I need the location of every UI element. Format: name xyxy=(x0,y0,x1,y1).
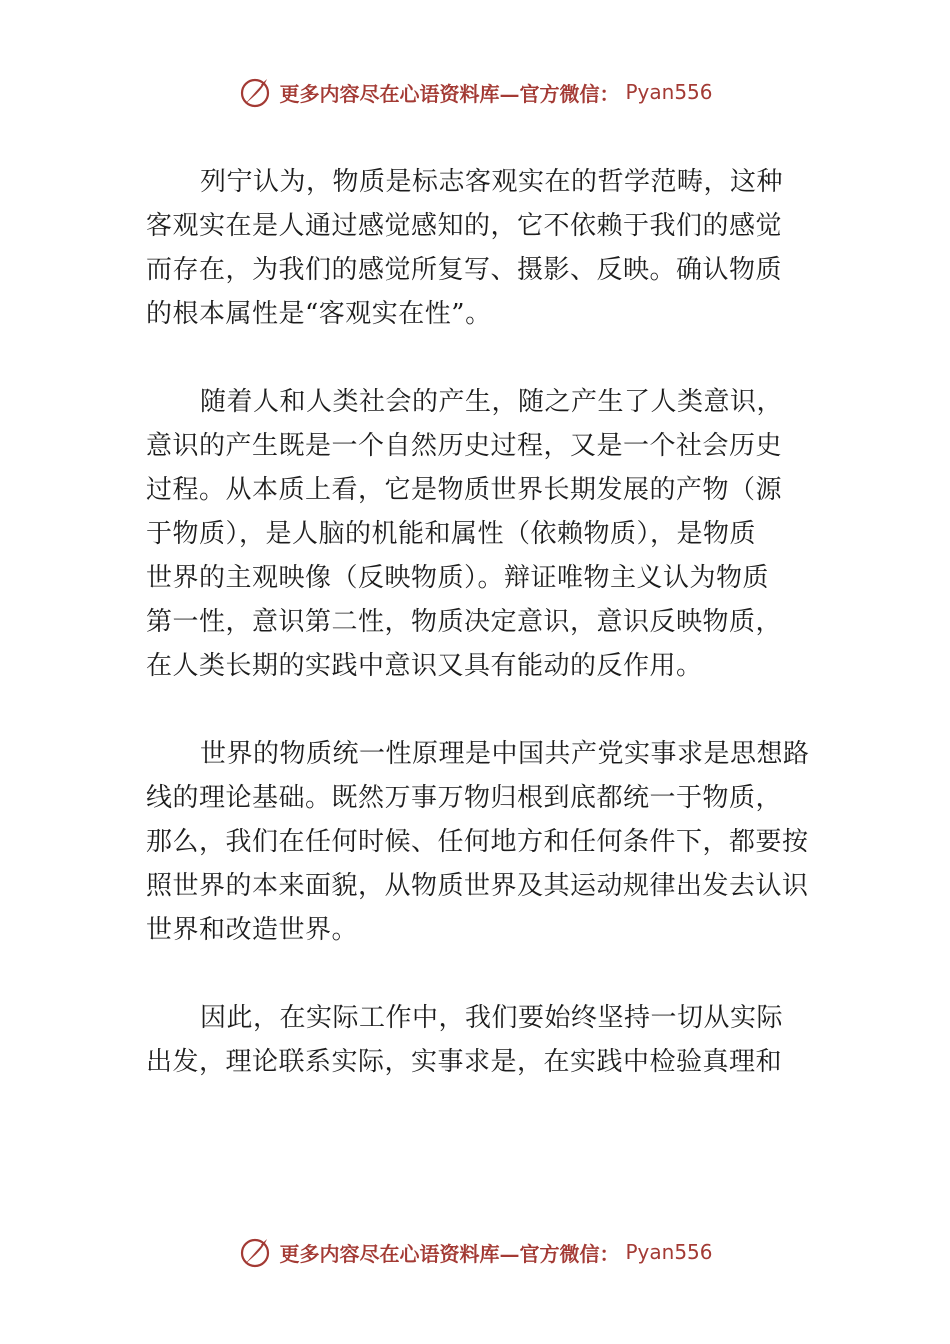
text-line: 于物质），是人脑的机能和属性（依赖物质），是物质 xyxy=(146,519,757,549)
text-line: 世界的物质统一性原理是中国共产党实事求是思想路 xyxy=(200,739,810,769)
text-line: 的根本属性是“客观实在性”。 xyxy=(146,299,492,329)
document-body xyxy=(146,160,836,1128)
feather-seal-icon xyxy=(237,1234,273,1270)
text-line: 过程。从本质上看，它是物质世界长期发展的产物（源 xyxy=(146,475,783,505)
text-line: 第一性，意识第二性，物质决定意识，意识反映物质， xyxy=(146,607,783,637)
paragraph-4 xyxy=(146,996,836,1084)
paragraph-1 xyxy=(146,160,836,336)
text-line: 随着人和人类社会的产生，随之产生了人类意识， xyxy=(200,387,784,417)
text-line: 客观实在是人通过感觉感知的，它不依赖于我们的感觉 xyxy=(146,211,783,241)
feather-seal-icon xyxy=(237,74,273,110)
text-line: 世界的主观映像（反映物质）。辩证唯物主义认为物质 xyxy=(146,563,770,593)
paragraph-2 xyxy=(146,380,836,688)
banner-text: 更多内容尽在心语资料库—官方微信： xyxy=(279,1241,620,1266)
footer-banner xyxy=(0,1232,950,1272)
text-line: 照世界的本来面貌，从物质世界及其运动规律出发去认识 xyxy=(146,871,809,901)
header-banner xyxy=(0,72,950,112)
text-line: 那么，我们在任何时候、任何地方和任何条件下，都要按 xyxy=(146,827,809,857)
paragraph-3 xyxy=(146,732,836,952)
text-line: 而存在，为我们的感觉所复写、摄影、反映。确认物质 xyxy=(146,255,783,285)
text-line: 因此，在实际工作中，我们要始终坚持一切从实际 xyxy=(200,1003,784,1033)
text-line: 意识的产生既是一个自然历史过程，又是一个社会历史 xyxy=(146,431,783,461)
wechat-id: Pyan556 xyxy=(625,1240,713,1264)
banner-text: 更多内容尽在心语资料库—官方微信： xyxy=(279,81,620,106)
text-line: 列宁认为，物质是标志客观实在的哲学范畴，这种 xyxy=(200,167,784,197)
text-line: 出发，理论联系实际，实事求是，在实践中检验真理和 xyxy=(146,1047,783,1077)
wechat-id: Pyan556 xyxy=(625,80,713,104)
text-line: 线的理论基础。既然万事万物归根到底都统一于物质， xyxy=(146,783,783,813)
text-line: 世界和改造世界。 xyxy=(146,915,359,945)
text-line: 在人类长期的实践中意识又具有能动的反作用。 xyxy=(146,651,703,681)
